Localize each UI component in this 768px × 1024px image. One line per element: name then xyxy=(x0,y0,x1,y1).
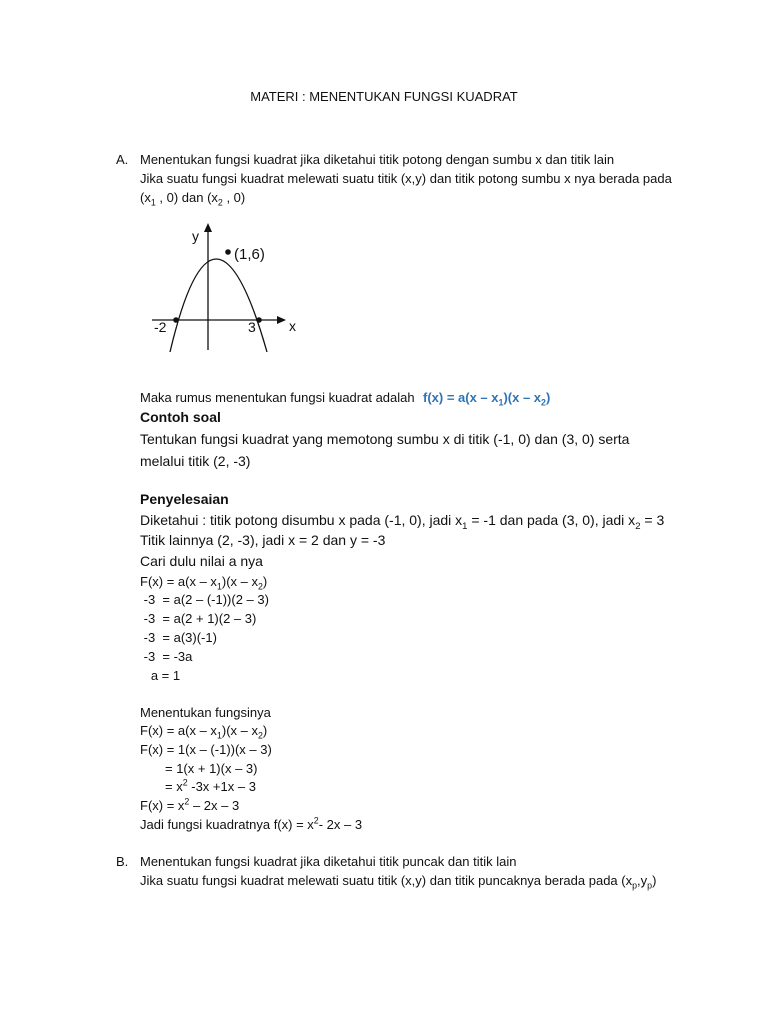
x-axis-arrow xyxy=(277,316,286,324)
step-line-6: a = 1 xyxy=(140,668,181,683)
root-right-label: 3 xyxy=(248,319,256,335)
step-line-5: -3 = -3a xyxy=(140,649,193,664)
section-a-marker: A. xyxy=(116,152,129,167)
titik-lain-line: Titik lainnya (2, -3), jadi x = 2 dan y = -3 xyxy=(140,532,386,548)
vertex-point xyxy=(225,249,231,255)
section-b-heading: Menentukan fungsi kuadrat jika diketahui titik puncak dan titik lain xyxy=(140,854,517,869)
x-axis-label: x xyxy=(289,318,296,334)
parabola-curve xyxy=(170,259,267,352)
y-axis-label: y xyxy=(192,228,199,244)
cari-line: Cari dulu nilai a nya xyxy=(140,553,263,569)
fn-line-5: $F(x) = x^2 - 2x - 3$ xyxy=(140,796,240,813)
menentukan-fungsinya-heading: Menentukan fungsinya xyxy=(140,705,271,720)
contoh-soal-line2: melalui titik (2, -3) xyxy=(140,453,251,469)
section-a-intro-line2: ($x_1$ , 0) dan ($x_2$ , 0) xyxy=(140,190,246,208)
penyelesaian-heading: Penyelesaian xyxy=(140,491,229,507)
y-axis-arrow xyxy=(204,223,212,232)
conclusion-line: Jadi fungsi kuadratnya $f(x) = x^2-$ 2x – 3 xyxy=(140,815,363,832)
step-line-3: -3 = a(2 + 1)(2 – 3) xyxy=(140,611,257,626)
step-line-1: $F(x) = a(x - x_1)(x - x_2)$ xyxy=(140,574,268,592)
formula-intro: Maka rumus menentukan fungsi kuadrat adalah xyxy=(140,390,415,405)
diketahui-line: Diketahui : titik potong disumbu x pada (-1, 0), jadi $x_1 = -1$ dan pada (3, 0), jadi $x_2 = 3$ xyxy=(140,512,665,532)
section-a-heading: Menentukan fungsi kuadrat jika diketahui titik potong dengan sumbu x dan titik lain xyxy=(140,152,615,167)
contoh-soal-line1: Tentukan fungsi kuadrat yang memotong sumbu x di titik (-1, 0) dan (3, 0) serta xyxy=(140,431,630,447)
section-b-marker: B. xyxy=(116,854,129,869)
step-line-4: -3 = a(3)(-1) xyxy=(140,630,217,645)
section-b-intro-line1: Jika suatu fungsi kuadrat melewati suatu titik (x,y) dan titik puncaknya berada pada $(x_p,y_p)$ xyxy=(140,873,657,891)
root-left-point xyxy=(173,317,179,323)
root-left-label: -2 xyxy=(154,319,167,335)
parabola-graph xyxy=(140,218,315,353)
fn-line-3: = 1(x + 1)(x – 3) xyxy=(165,761,258,776)
fn-line-4: = $x^2$ -3x +1x – 3 xyxy=(165,777,256,794)
section-a-intro-line1: Jika suatu fungsi kuadrat melewati suatu titik (x,y) dan titik potong sumbu x nya berada pada xyxy=(140,171,672,186)
step-line-2: -3 = a(2 – (-1))(2 – 3) xyxy=(140,592,269,607)
fn-line-2: F(x) = 1(x – (-1))(x – 3) xyxy=(140,742,272,757)
contoh-soal-heading: Contoh soal xyxy=(140,409,221,425)
fn-line-1: $F(x) = a(x - x_1)(x - x_2)$ xyxy=(140,723,268,741)
page-title: MATERI : MENENTUKAN FUNGSI KUADRAT xyxy=(250,89,518,104)
point-label: (1,6) xyxy=(234,246,265,263)
root-right-point xyxy=(256,317,262,323)
formula: $f(x) = a(x - x_1)(x - x_2)$ xyxy=(423,390,551,408)
